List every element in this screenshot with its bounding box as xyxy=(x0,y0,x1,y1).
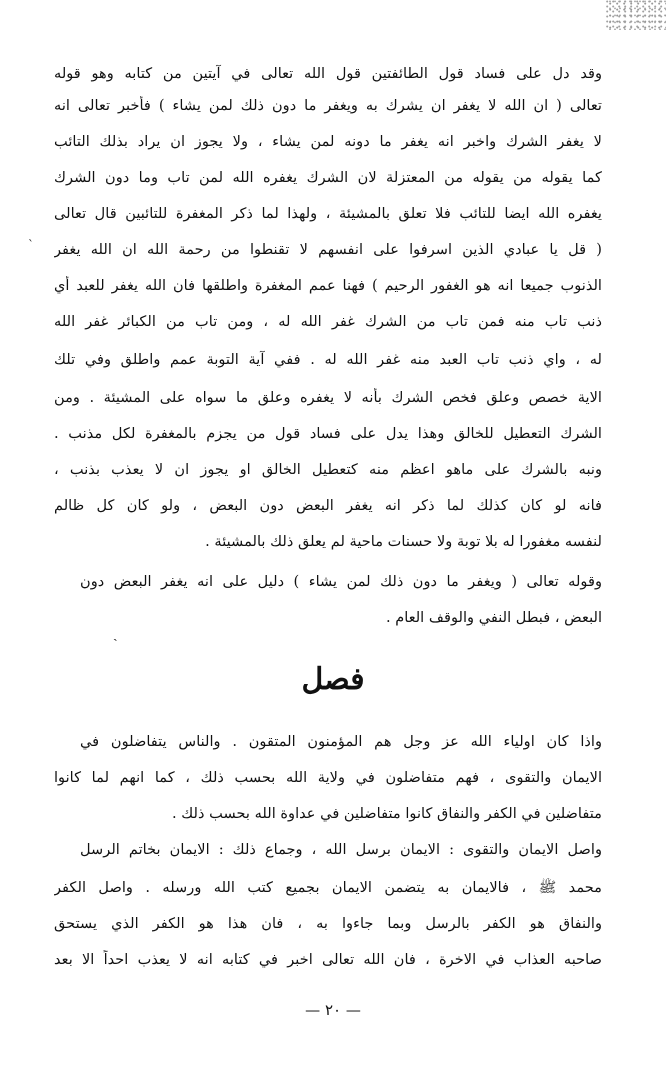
page-number: — ٢٠ — xyxy=(305,1001,361,1019)
text-line: واصل الايمان والتقوى : الايمان برسل الله ، وجماع ذلك : الايمان بخاتم الرسل xyxy=(80,841,602,858)
text-line: واذا كان اولياء الله عز وجل هم المؤمنون المتقون . والناس يتفاضلون في xyxy=(80,733,602,750)
text-line: ( قل يا عبادي الذين اسرفوا على انفسهم لا تقنطوا من رحمة الله ان الله يغفر xyxy=(54,241,602,258)
text-line: ونبه بالشرك على ماهو اعظم منه كتعطيل الخالق او يجوز ان لا يعذب بذنب ، xyxy=(54,461,602,478)
text-line: الاية خصص وعلق فخص الشرك بأنه لا يغفره وعلق ما سواه على المشيئة . ومن xyxy=(54,389,602,406)
text-line: الايمان والتقوى ، فهم متفاضلون في ولاية الله بحسب ذلك ، كما انهم لما كانوا xyxy=(54,769,602,786)
text-line: تعالى ( ان الله لا يغفر ان يشرك به ويغفر ما دون ذلك لمن يشاء ) فأخبر تعالى انه xyxy=(54,97,602,114)
text-line: له ، واي ذنب تاب العبد منه غفر الله له . ففي آية التوبة عمم واطلق وفي تلك xyxy=(54,351,602,368)
text-line: كما يقوله من يقوله من المعتزلة لان الشرك يغفره الله لمن تاب وما دون الشرك xyxy=(54,169,602,186)
text-line: متفاضلين في الكفر والنفاق كانوا متفاضلين في عداوة الله بحسب ذلك . xyxy=(171,805,602,822)
text-line: وقد دل على فساد قول الطائفتين قول الله تعالى في آيتين من كتابه وهو قوله xyxy=(54,65,602,82)
text-line: فانه لو كان كذلك لما ذكر انه يغفر البعض دون البعض ، ولو كان كل ظالم xyxy=(54,497,602,514)
scan-noise xyxy=(606,0,666,30)
text-line: لنفسه مغفورا له بلا توبة ولا حسنات ماحية لم يعلق ذلك بالمشيئة . xyxy=(205,533,602,550)
text-line: وقوله تعالى ( ويغفر ما دون ذلك لمن يشاء ) دليل على انه يغفر البعض دون xyxy=(80,573,602,590)
text-line: الذنوب جميعا انه هو الغفور الرحيم ) فهنا عمم المغفرة واطلقها فان الله يغفر للعبد أي xyxy=(54,277,602,294)
text-line: لا يغفر الشرك واخبر انه يغفر ما دونه لمن يشاء ، ولا يجوز ان يراد بذلك التائب xyxy=(54,133,602,150)
text-line: محمد ﷺ ، فالايمان به يتضمن الايمان بجميع كتب الله ورسله . واصل الكفر xyxy=(54,879,602,896)
text-line: يغفره الله ايضا للتائب فلا تعلق بالمشيئة ، ولهذا لما ذكر المغفرة للتائبين قال تعالى xyxy=(54,205,602,222)
text-line: البعض ، فبطل النفي والوقف العام . xyxy=(385,609,602,626)
text-line: الشرك التعطيل للخالق وهذا يدل على فساد قول من يجزم بالمغفرة لكل مذنب . xyxy=(54,425,602,442)
section-heading: فصل xyxy=(301,662,365,697)
ink-mark: ˎ xyxy=(113,626,118,642)
text-line: صاحبه العذاب في الاخرة ، فان الله تعالى اخبر في كتابه انه لا يعذب احداً الا بعد xyxy=(54,951,602,968)
margin-mark: ` xyxy=(28,238,34,252)
text-line: ذنب تاب منه فمن تاب من الشرك غفر الله له ، ومن تاب من الكبائر غفر الله xyxy=(54,313,602,330)
text-line: والنفاق هو الكفر بالرسل وبما جاءوا به ، فان هذا هو الكفر الذي يستحق xyxy=(54,915,602,932)
